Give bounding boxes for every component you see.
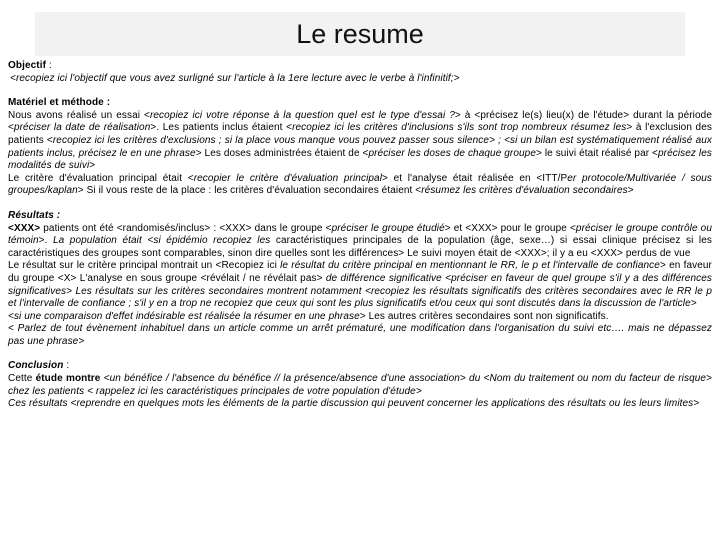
conclusion-paragraph-2: Ces résultats <reprendre en quelques mots les éléments de la partie discussion qui peuvent concerner les applications des résultats ou les leurs limites> xyxy=(8,398,700,410)
resultats-text: Le résultat sur le critère principal montrait un <Recopiez ici xyxy=(8,260,281,272)
resultats-text: > et <XXX> pour le groupe < xyxy=(444,222,576,234)
methode-text: > xyxy=(89,160,96,172)
methode-placeholder: précisez les modalités de suivi xyxy=(8,147,713,172)
resultats-heading: Résultats : xyxy=(8,209,61,221)
page-title: Le resume xyxy=(296,18,424,49)
methode-placeholder: recopiez ici votre réponse à la question quel est le type d'essai ? xyxy=(149,109,455,121)
methode-text: >. Les patients inclus étaient < xyxy=(150,122,293,134)
objectif-heading-line xyxy=(8,60,712,73)
resultats-text: <XXX> xyxy=(8,222,41,234)
resultats-placeholder: préciser le groupe contrôle ou témoin xyxy=(8,222,712,247)
methode-placeholder: résumez les critères d'évaluation secondaires xyxy=(421,185,628,197)
resultats-text: > en faveur du groupe <X> L'analyse en sous groupe <révélait / ne révélait pas> xyxy=(8,260,712,284)
methode-text: > Les doses administrées étaient de < xyxy=(195,147,369,159)
methode-text: > à l'exclusion des patients < xyxy=(8,122,712,146)
resultats-text: caractéristiques principales de la population (âge, sexe…) si essai clinique précisez si les caractéristiques des groupes sont comparables, sinon dire quelles sont les différences> Le suivi moyen était de <XXX>; il y a eu <XXX> perdus de vue xyxy=(8,235,712,259)
title-banner xyxy=(35,12,685,56)
resultats-placeholder: La population était <si épidémio recopiez les xyxy=(52,235,271,247)
conclusion-colon: : xyxy=(63,360,70,372)
resultats-paragraph-1 xyxy=(8,223,712,261)
methode-placeholder: recopiez ici les critères d'inclusions s'ils sont trop nombreux résumez les xyxy=(292,122,627,134)
conclusion-heading: Conclusion xyxy=(8,360,64,372)
methode-paragraph-1 xyxy=(8,110,712,173)
methode-text: Nous avons réalisé un essai < xyxy=(8,109,150,121)
resultats-placeholder: de différence significative <préciser en faveur de quel groupe s'il y a des différences significatives> xyxy=(8,272,712,297)
methode-placeholder: recopiez ici les critères d'exclusions ; si la place vous manque vous pouvez passer sous silence> ; <si un bilan est systématiquement réalisé aux patients inclus, précisez le en une phrase xyxy=(8,134,712,159)
conclusion-placeholder: <un bénéfice / l'absence du bénéfice // la présence/absence d'une association> du <Nom du traitement ou nom du facteur de risque> chez les patients < rappelez ici les caractéristiques principales de votre population d'étude> xyxy=(8,373,712,397)
objectif-colon: : xyxy=(46,60,52,71)
resultats-placeholder: le résultat du critère principal en mentionnant le RR, le p et l'intervalle de confiance xyxy=(280,260,660,272)
resultats-paragraph-2 xyxy=(8,260,712,310)
methode-text: > xyxy=(627,185,634,197)
resultats-text: > Les autres critères secondaires sont non significatifs. xyxy=(359,310,609,322)
methode-text: > le suivi était réalisé par < xyxy=(536,147,658,159)
resultats-placeholder: Les résultats sur les critères secondaires montrent notamment <recopiez les résultats significatifs des critères secondaires avec le RR le p et l'intervalle de confiance ; s'il y en a trop ne recopiez que ceux qui sont les plus significatifs et/ou ceux qui sont discutés dans la discussion de l'article> xyxy=(8,285,712,310)
objectif-text: <recopiez ici l'objectif que vous avez surligné sur l'article à la 1ere lecture avec le verbe à l'infinitif;> xyxy=(10,72,460,84)
resultats-text: patients ont été <randomisés/inclus> : <XXX> dans le groupe < xyxy=(40,222,332,234)
methode-heading: Matériel et méthode : xyxy=(8,97,111,109)
methode-placeholder: er protocole/Multivariée / sous groupes/kaplan xyxy=(8,172,713,197)
conclusion-paragraph-1 xyxy=(8,373,712,398)
conclusion-heading-line xyxy=(8,360,712,373)
resultats-placeholder: préciser le groupe étudié xyxy=(331,222,445,234)
resultats-placeholder: <si une comparaison d'effet indésirable est réalisée la résumer en une phrase xyxy=(8,310,360,322)
resultats-paragraph-3 xyxy=(8,311,712,324)
methode-paragraph-2 xyxy=(8,173,712,198)
methode-placeholder: recopier le critère d'évaluation principal xyxy=(193,172,383,184)
document-body xyxy=(8,60,712,411)
methode-text: > et l'analyse était réalisée en <ITT/P xyxy=(382,172,568,184)
conclusion-text: Cette xyxy=(8,373,36,385)
methode-text: Le critère d'évaluation principal était < xyxy=(8,172,194,184)
methode-placeholder: préciser les doses de chaque groupe xyxy=(368,147,536,159)
methode-text: > Si il vous reste de la place : les critères d'évaluation secondaires étaient < xyxy=(77,185,422,197)
resultats-paragraph-4: < Parlez de tout évènement inhabituel dans un article comme un arrêt prématuré, une modification dans l'organisation du suivi etc…. mais ne dépassez pas une phrase> xyxy=(8,323,712,347)
resultats-text: >. xyxy=(38,235,53,247)
methode-text: > à <précisez le(s) lieu(x) de l'étude> durant la période < xyxy=(8,109,712,134)
objectif-heading: Objectif xyxy=(8,60,47,71)
conclusion-emphasis: étude montre xyxy=(35,373,101,385)
methode-placeholder: préciser la date de réalisation xyxy=(13,122,151,134)
